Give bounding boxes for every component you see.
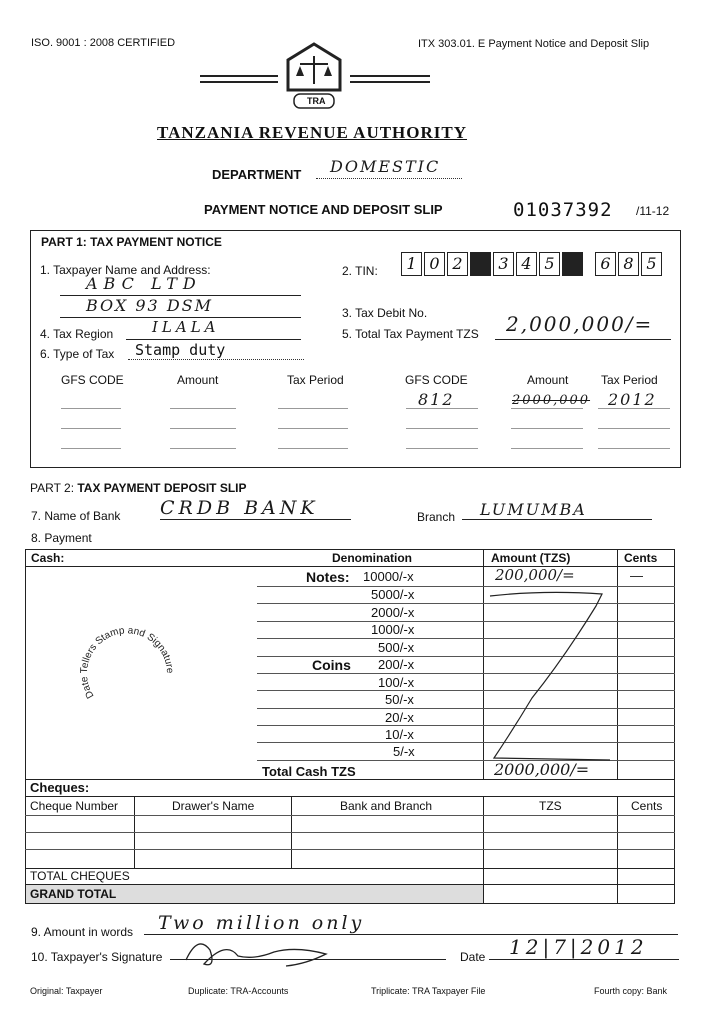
first-cents: — bbox=[630, 568, 643, 583]
part2-heading-bold: TAX PAYMENT DEPOSIT SLIP bbox=[77, 481, 247, 495]
serial-suffix: /11-12 bbox=[636, 204, 670, 218]
handwritten-stroke bbox=[484, 588, 616, 764]
taxpayer-label: 1. Taxpayer Name and Address: bbox=[40, 263, 211, 277]
slip-title: PAYMENT NOTICE AND DEPOSIT SLIP bbox=[204, 202, 443, 217]
signature-label: 10. Taxpayer's Signature bbox=[31, 950, 163, 964]
tax-type-label: 6. Type of Tax bbox=[40, 347, 115, 361]
copy-label: Triplicate: TRA Taxpayer File bbox=[371, 986, 486, 996]
cheque-header: Drawer's Name bbox=[172, 799, 255, 813]
total-tax-value: 2,000,000/= bbox=[506, 312, 654, 336]
total-cash-value: 2000,000/= bbox=[494, 760, 590, 779]
teller-stamp bbox=[72, 608, 182, 718]
taxpayer-line1: ABC LTD bbox=[86, 274, 202, 293]
region-label: 4. Tax Region bbox=[40, 327, 114, 341]
tin-digit: 5 bbox=[539, 252, 560, 276]
stamp-text bbox=[79, 625, 175, 700]
denomination: 1000/-x bbox=[371, 622, 415, 637]
denomination: 5000/-x bbox=[371, 587, 415, 602]
logo-text: TRA bbox=[307, 96, 326, 106]
bank-label: 7. Name of Bank bbox=[31, 509, 121, 523]
denomination: 50/-x bbox=[385, 692, 414, 707]
bank-value: CRDB BANK bbox=[160, 497, 319, 519]
total-tax-label: 5. Total Tax Payment TZS bbox=[342, 327, 479, 341]
taxpayer-line2: BOX 93 DSM bbox=[86, 296, 213, 315]
branch-label: Branch bbox=[417, 510, 456, 524]
gfs-period-value: 2012 bbox=[608, 390, 657, 409]
tin-separator bbox=[470, 252, 491, 276]
tin-digit: 4 bbox=[516, 252, 537, 276]
tin-digit: 1 bbox=[401, 252, 422, 276]
taxpayer-signature bbox=[176, 930, 366, 975]
payment-label: 8. Payment bbox=[31, 531, 92, 545]
denomination-header: Denomination bbox=[332, 551, 412, 565]
tin-separator bbox=[562, 252, 583, 276]
denomination: 5/-x bbox=[393, 744, 415, 759]
denomination: 2000/-x bbox=[371, 605, 415, 620]
part2-heading bbox=[30, 481, 247, 495]
copy-label: Fourth copy: Bank bbox=[594, 986, 668, 996]
cheque-header: TZS bbox=[539, 799, 562, 813]
gfs-header: Amount bbox=[177, 373, 219, 387]
first-amount: 200,000/= bbox=[495, 566, 575, 584]
copy-label: Duplicate: TRA-Accounts bbox=[188, 986, 289, 996]
coins-label: Coins bbox=[312, 657, 351, 673]
tin-digit: 3 bbox=[493, 252, 514, 276]
gfs-header: Tax Period bbox=[601, 373, 658, 387]
denomination: 10/-x bbox=[385, 727, 414, 742]
tin-label: 2. TIN: bbox=[342, 264, 378, 278]
cents-header: Cents bbox=[624, 551, 658, 565]
total-cheques-label: TOTAL CHEQUES bbox=[30, 869, 130, 883]
denomination: 10000/-x bbox=[363, 569, 414, 584]
date-value: 12|7|2012 bbox=[509, 935, 648, 959]
region-value: ILALA bbox=[152, 318, 220, 336]
cheque-header: Cheque Number bbox=[30, 799, 119, 813]
part1-heading: PART 1: TAX PAYMENT NOTICE bbox=[41, 235, 222, 249]
gfs-header: Amount bbox=[527, 373, 569, 387]
branch-value: LUMUMBA bbox=[480, 500, 587, 519]
gfs-header: GFS CODE bbox=[405, 373, 468, 387]
gfs-code-value: 812 bbox=[418, 390, 455, 409]
gfs-header: GFS CODE bbox=[61, 373, 124, 387]
denomination: 20/-x bbox=[385, 710, 414, 725]
cash-label: Cash: bbox=[31, 551, 65, 565]
part2-heading-plain: PART 2: bbox=[30, 481, 78, 495]
gfs-amount-value: 2000,000 bbox=[512, 393, 591, 408]
tin-digit: 2 bbox=[447, 252, 468, 276]
tin-digit: 6 bbox=[595, 252, 616, 276]
date-label: Date bbox=[460, 950, 486, 964]
iso-certification: ISO. 9001 : 2008 CERTIFIED bbox=[31, 37, 176, 49]
total-cash-label: Total Cash TZS bbox=[262, 764, 356, 779]
amount-words-value: Two million only bbox=[158, 912, 365, 934]
tin-digit: 5 bbox=[641, 252, 662, 276]
gfs-header: Tax Period bbox=[287, 373, 344, 387]
denomination: 500/-x bbox=[378, 640, 415, 655]
department-value: DOMESTIC bbox=[330, 157, 441, 176]
tra-logo bbox=[200, 42, 480, 110]
stamp-text-path: Date Tellers Stamp and Signature bbox=[78, 625, 176, 701]
denomination: 200/-x bbox=[378, 657, 415, 672]
denomination: 100/-x bbox=[378, 675, 415, 690]
department-label: DEPARTMENT bbox=[212, 167, 302, 182]
cheque-header: Cents bbox=[631, 799, 663, 813]
cheques-label: Cheques: bbox=[30, 780, 90, 795]
tax-debit-label: 3. Tax Debit No. bbox=[342, 306, 428, 320]
copy-label: Original: Taxpayer bbox=[30, 986, 103, 996]
notes-label: Notes: bbox=[306, 569, 350, 585]
serial-number: 01037392 bbox=[513, 199, 613, 221]
amount-header: Amount (TZS) bbox=[491, 551, 571, 565]
tax-type-value: Stamp duty bbox=[135, 341, 226, 359]
authority-name: TANZANIA REVENUE AUTHORITY bbox=[157, 123, 468, 142]
form-code: ITX 303.01. E Payment Notice and Deposit Slip bbox=[418, 38, 650, 50]
amount-words-label: 9. Amount in words bbox=[31, 925, 134, 939]
tin-digit: 0 bbox=[424, 252, 445, 276]
tin-digit: 8 bbox=[618, 252, 639, 276]
grand-total-label: GRAND TOTAL bbox=[30, 887, 117, 901]
cheque-header: Bank and Branch bbox=[340, 799, 433, 813]
